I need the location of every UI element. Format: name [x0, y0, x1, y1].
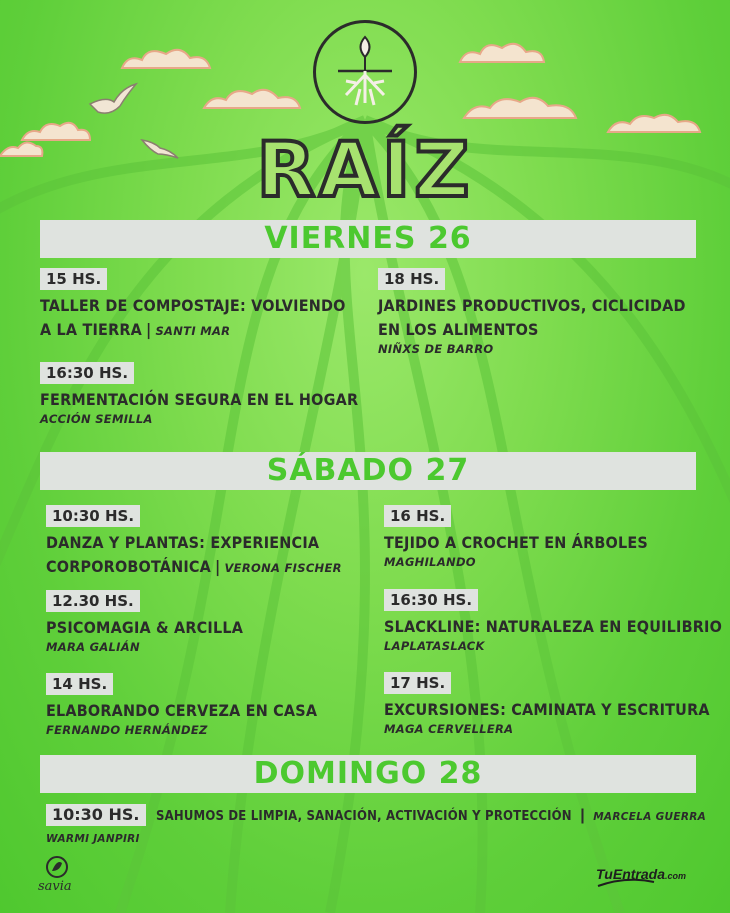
time-label: 10:30 HS. [46, 505, 140, 527]
activity-title: JARDINES PRODUCTIVOS, CICLICIDAD EN LOS ALIMENTOS [378, 296, 686, 339]
event-title: RAÍZ [256, 125, 474, 214]
cloud-icon [200, 84, 304, 114]
time-label: 14 HS. [46, 673, 113, 695]
bird-icon [88, 82, 140, 122]
activity-title: ELABORANDO CERVEZA EN CASA [46, 701, 318, 720]
cloud-icon [456, 38, 548, 68]
schedule-item [40, 362, 358, 426]
host-name: MARCELA GUERRA WARMI JANPIRI [46, 811, 707, 845]
host-name: VERONA FISCHER [224, 561, 342, 575]
schedule-item [46, 673, 317, 737]
schedule-item [378, 268, 686, 356]
day-header-sabado: SÁBADO 27 [40, 452, 696, 490]
logo-emblem [313, 20, 417, 124]
host-name: MAGHILANDO [384, 555, 476, 569]
leaf-circle-icon [42, 855, 72, 881]
time-label: 15 HS. [40, 268, 107, 290]
time-label: 18 HS. [378, 268, 445, 290]
day-header-domingo: DOMINGO 28 [40, 755, 696, 793]
host-name: MAGA CERVELLERA [384, 722, 514, 736]
host-name: MARA GALIÁN [46, 640, 140, 654]
time-label: 12.30 HS. [46, 590, 140, 612]
time-label: 16:30 HS. [384, 589, 478, 611]
time-label: 17 HS. [384, 672, 451, 694]
schedule-item [384, 589, 722, 653]
tuentrada-wordmark: TuEntrada [596, 866, 665, 882]
host-name: FERNANDO HERNÁNDEZ [46, 723, 208, 737]
time-label: 16 HS. [384, 505, 451, 527]
schedule-item [384, 672, 710, 736]
activity-title: SLACKLINE: NATURALEZA EN EQUILIBRIO [384, 617, 723, 636]
sprout-roots-icon [316, 23, 414, 121]
host-name: SANTI MAR [155, 324, 231, 338]
activity-title: PSICOMAGIA & ARCILLA [46, 618, 244, 637]
schedule-item [40, 268, 346, 343]
activity-title: TALLER DE COMPOSTAJE: VOLVIENDO A LA TIERRA | SANTI MAR [40, 296, 346, 339]
time-label: 10:30 HS. [46, 804, 146, 826]
cloud-icon [460, 92, 580, 124]
activity-title: TEJIDO A CROCHET EN ÁRBOLES [384, 533, 648, 552]
host-name: NIÑXS DE BARRO [378, 342, 494, 356]
activity-title: EXCURSIONES: CAMINATA Y ESCRITURA [384, 700, 710, 719]
savia-wordmark: savia [38, 879, 72, 894]
activity-title: FERMENTACIÓN SEGURA EN EL HOGAR [40, 390, 359, 409]
host-name: ACCIÓN SEMILLA [40, 412, 153, 426]
cloud-icon [118, 44, 214, 74]
schedule-item [46, 505, 342, 580]
time-label: 16:30 HS. [40, 362, 134, 384]
day-header-viernes: VIERNES 26 [40, 220, 696, 258]
activity-title: DANZA Y PLANTAS: EXPERIENCIA CORPOROBOTÁNICA | VERONA FISCHER [46, 533, 342, 576]
activity-title: SAHUMOS DE LIMPIA, SANACIÓN, ACTIVACIÓN Y PROTECCIÓN [155, 809, 572, 824]
schedule-item [46, 590, 243, 654]
schedule-item [384, 505, 648, 569]
savia-logo [38, 855, 72, 894]
schedule-item: 10:30 HS. SAHUMOS DE LIMPIA, SANACIÓN, ACTIVACIÓN Y PROTECCIÓN | MARCELA GUERRA WARMI JANPIRI [46, 805, 707, 845]
host-name: LAPLATASLACK [384, 639, 485, 653]
tuentrada-logo: TuEntrada.com [596, 866, 686, 888]
